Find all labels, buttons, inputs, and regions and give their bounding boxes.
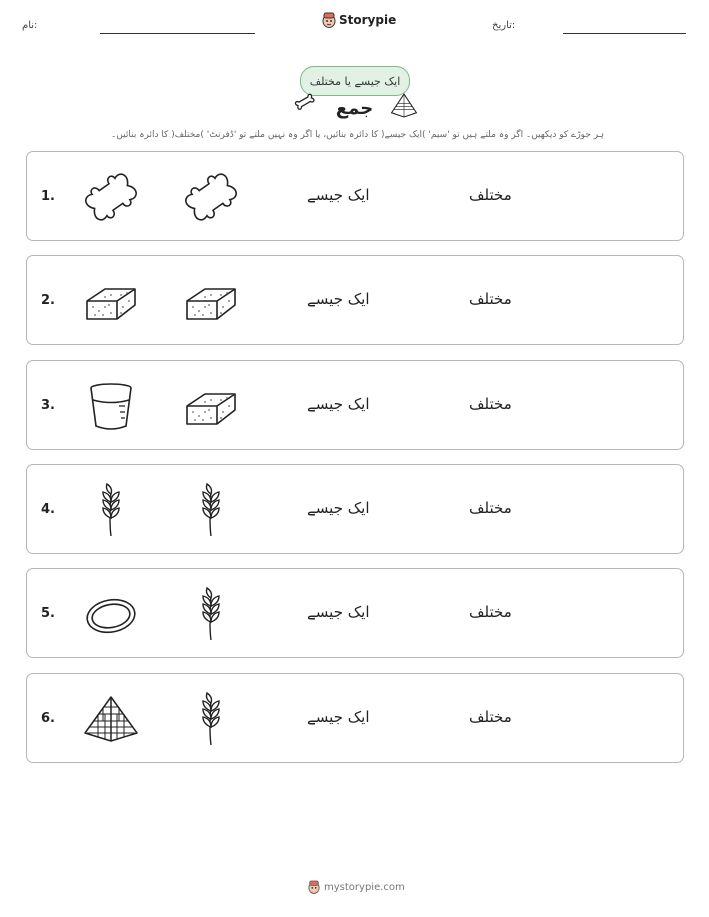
same-option[interactable]: ایک جیسے (307, 603, 370, 621)
question-number: 5. (41, 606, 55, 621)
sponge-icon (81, 273, 141, 329)
cup-icon (81, 378, 141, 434)
question-number: 2. (41, 293, 55, 308)
same-option[interactable]: ایک جیسے (307, 186, 370, 204)
question-row (26, 151, 684, 241)
name-line[interactable] (100, 33, 255, 34)
wheat-icon (181, 586, 241, 642)
sponge-icon (181, 273, 241, 329)
date-label: تاریخ: (492, 20, 516, 31)
storypie-mascot-icon (322, 12, 336, 28)
different-option[interactable]: مختلف (469, 708, 512, 726)
question-number: 1. (41, 189, 55, 204)
same-option[interactable]: ایک جیسے (307, 499, 370, 517)
question-number: 4. (41, 502, 55, 517)
question-row (26, 360, 684, 450)
question-row (26, 568, 684, 658)
different-option[interactable]: مختلف (469, 290, 512, 308)
pyramid-icon (81, 691, 141, 747)
same-option[interactable]: ایک جیسے (307, 395, 370, 413)
different-option[interactable]: مختلف (469, 186, 512, 204)
storypie-mascot-icon (308, 880, 320, 894)
soap-icon (81, 586, 141, 642)
different-option[interactable]: مختلف (469, 395, 512, 413)
name-label: نام: (22, 20, 38, 31)
question-row (26, 255, 684, 345)
wheat-icon (81, 482, 141, 538)
brand-logo (322, 12, 396, 28)
instructions: ہر جوڑے کو دیکھیں۔ اگر وہ ملتے ہیں تو 'سیم' )ایک جیسے( کا دائرہ بنائیں، یا اگر وہ نہیں ملتے تو 'ڈفرنٹ' )مختلف( کا دائرہ بنائیں۔ (111, 130, 604, 140)
bone-icon (181, 169, 241, 225)
question-number: 3. (41, 398, 55, 413)
question-number: 6. (41, 711, 55, 726)
question-row (26, 464, 684, 554)
different-option[interactable]: مختلف (469, 499, 512, 517)
wheat-icon (181, 691, 241, 747)
page-title: جمع (335, 98, 374, 119)
same-option[interactable]: ایک جیسے (307, 290, 370, 308)
bone-icon (81, 169, 141, 225)
date-line[interactable] (563, 33, 686, 34)
different-option[interactable]: مختلف (469, 603, 512, 621)
worksheet-type-badge: ایک جیسے یا مختلف (300, 66, 410, 96)
wheat-icon (181, 482, 241, 538)
footer (308, 880, 405, 894)
brand-name: Storypie (339, 13, 397, 27)
sponge-icon (181, 378, 241, 434)
footer-url[interactable]: mystorypie.com (324, 881, 405, 893)
question-row (26, 673, 684, 763)
same-option[interactable]: ایک جیسے (307, 708, 370, 726)
